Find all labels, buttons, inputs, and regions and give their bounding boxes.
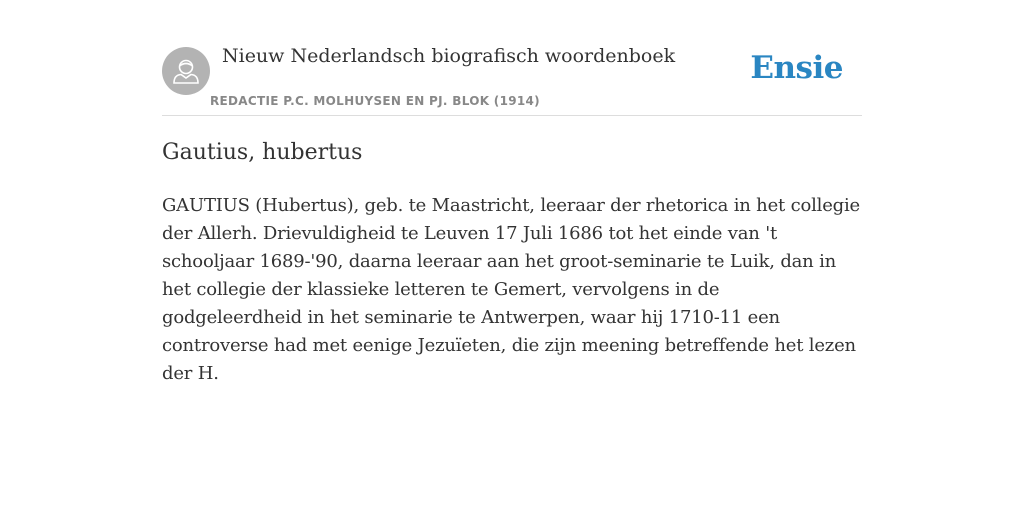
source-header xyxy=(162,40,862,116)
entry-body: GAUTIUS (Hubertus), geb. te Maastricht, leeraar der rhetorica in het collegie der Allerh. Drievuldigheid te Leuven 17 Juli 1686 tot het einde van 't schooljaar 1689-'90, daarna leeraar aan het groot-seminarie te Luik, dan in het collegie der klassieke letteren te Gemert, vervolgens in de godgeleerdheid in het seminarie te Antwerpen, waar hij 1710-11 een controverse had met eenige Jezuïeten, die zijn meening betreffende het lezen der H. xyxy=(162,195,860,384)
brand-logo[interactable]: Ensie xyxy=(750,50,843,86)
entry-title: Gautius, hubertus xyxy=(162,140,363,165)
avatar[interactable] xyxy=(162,47,210,95)
editors-label: REDACTIE P.C. MOLHUYSEN EN PJ. BLOK (1914) xyxy=(210,94,540,108)
user-icon xyxy=(162,47,210,95)
book-title[interactable]: Nieuw Nederlandsch biografisch woordenboek xyxy=(222,45,676,67)
